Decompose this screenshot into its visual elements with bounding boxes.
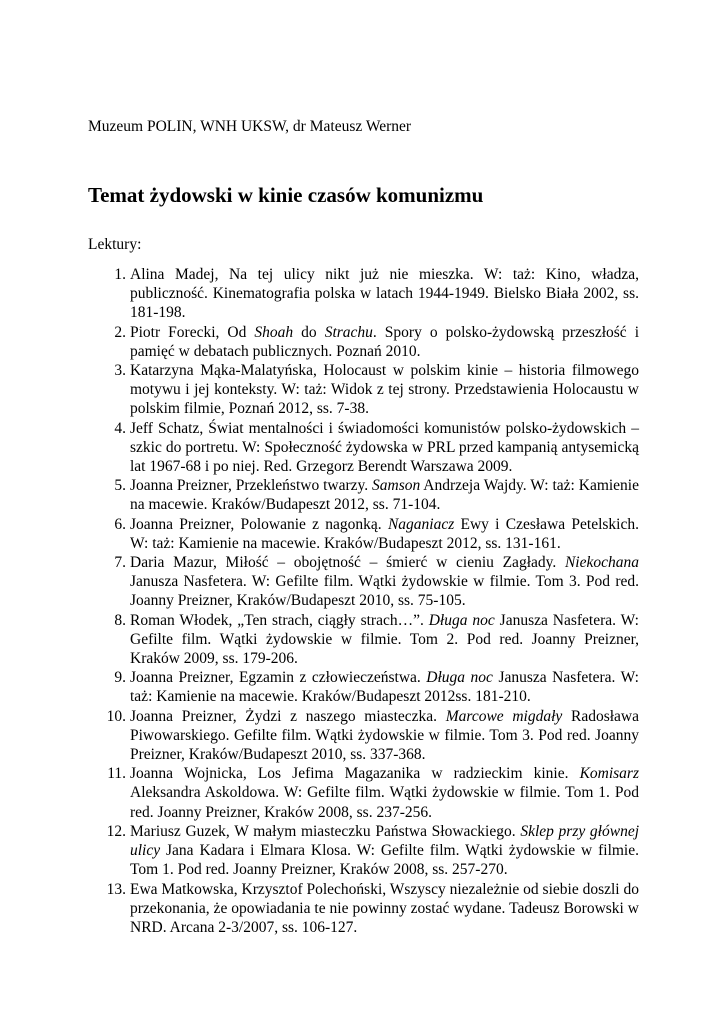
reading-text xyxy=(130,266,639,321)
reading-number: 2. xyxy=(114,323,126,341)
reading-text-segment: Ewy i Czesława Petelskich. W: taż: Kamienie na macewie. Kraków/Budapeszt 2012, ss. 131-161. xyxy=(130,515,639,552)
reading-text-segment: Jeff Schatz, Świat mentalności i świadomości komunistów polsko-żydowskich – szkic do portretu. W: Społeczność żydowska w PRL przed kampanią antysemicką lat 1967-68 i po niej. Red. Grzegorz Berendt Warszawa 2009. xyxy=(130,419,639,476)
reading-number: 5. xyxy=(114,477,126,495)
reading-text xyxy=(130,823,639,878)
reading-number: 4. xyxy=(114,419,126,437)
readings-heading: Lektury: xyxy=(88,236,142,253)
reading-text-segment: Ewa Matkowska, Krzysztof Polechoński, Wszyscy niezależnie od siebie doszli do przekonania, że opowiadania te nie powinny zostać wydane. Tadeusz Borowski w NRD. Arcana 2-3/2007, ss. 106-127. xyxy=(130,880,639,936)
reading-text xyxy=(130,477,639,513)
reading-number: 1. xyxy=(114,266,126,283)
reading-title-italic: Marcowe migdały xyxy=(445,707,563,725)
reading-text-segment: do xyxy=(293,323,325,341)
reading-number: 3. xyxy=(114,362,126,380)
reading-text-segment: Janusza Nasfetera. W: Gefilte film. Wątki żydowskie w filmie. Tom 3. Pod red. Joanny Preizner, Kraków/Budapeszt 2010, ss. 75-105. xyxy=(130,573,639,610)
reading-text xyxy=(130,669,639,705)
reading-number: 12. xyxy=(106,822,126,840)
reading-title-italic: Komisarz xyxy=(579,765,639,783)
reading-title-italic: Samson xyxy=(372,477,421,495)
reading-item xyxy=(88,707,639,765)
reading-text xyxy=(130,324,639,360)
reading-text-segment: Joanna Preizner, Egzamin z człowieczeństwa. xyxy=(130,669,427,687)
reading-text xyxy=(130,612,639,667)
reading-text-segment: Alina Madej, Na tej ulicy nikt już nie mieszka. W: taż: Kino, władza, publiczność. Kinematografia polska w latach 1944-1949. Bielsko Biała 2002, ss. 181-198. xyxy=(130,266,639,322)
reading-item xyxy=(88,611,639,669)
reading-text xyxy=(130,554,639,609)
reading-text-segment: Joanna Preizner, Polowanie z nagonką. xyxy=(130,515,388,533)
reading-title-italic: Sklep przy głównej ulicy xyxy=(130,822,640,860)
reading-title-italic: Shoah xyxy=(254,323,294,341)
reading-item xyxy=(88,880,639,938)
reading-text-segment: Joanna Preizner, Przekleństwo twarzy. xyxy=(130,477,373,495)
reading-number: 13. xyxy=(106,880,126,898)
reading-text-segment: Radosława Piwowarskiego. Gefilte film. Wątki żydowskie w filmie. Tom 3. Pod red. Joanny Preizner, Kraków/Budapeszt 2010, ss. 337-368. xyxy=(130,707,640,764)
document-title: Temat żydowski w kinie czasów komunizmu xyxy=(88,183,484,207)
reading-title-italic: Niekochana xyxy=(564,554,639,572)
reading-item xyxy=(88,419,639,477)
reading-text xyxy=(130,420,639,475)
reading-number: 11. xyxy=(107,765,126,783)
reading-text-segment: Mariusz Guzek, W małym miasteczku Państwa Słowackiego. xyxy=(130,822,521,840)
reading-item xyxy=(88,361,639,419)
reading-text xyxy=(130,362,639,417)
reading-text-segment: Janusza Nasfetera. W: taż: Kamienie na macewie. Kraków/Budapeszt 2012ss. 181-210. xyxy=(130,669,639,706)
reading-item xyxy=(88,323,639,361)
reading-text xyxy=(130,765,639,820)
reading-number: 8. xyxy=(114,611,126,629)
reading-text xyxy=(130,708,639,763)
reading-text-segment: Joanna Preizner, Żydzi z naszego miasteczka. xyxy=(130,707,446,725)
reading-text-segment: Janusza Nasfetera. W: Gefilte film. Wątki żydowskie w filmie. Tom 2. Pod red. Joanny Preizner, Kraków 2009, ss. 179-206. xyxy=(130,611,639,668)
institution-header: Muzeum POLIN, WNH UKSW, dr Mateusz Werner xyxy=(88,118,412,135)
reading-item xyxy=(88,822,639,880)
reading-item xyxy=(88,265,639,323)
reading-item xyxy=(88,515,639,553)
reading-title-italic: Strachu xyxy=(324,323,373,341)
reading-text-segment: . Spory o polsko-żydowską przeszłość i pamięć w debatach publicznych. Poznań 2010. xyxy=(130,323,640,360)
reading-number: 7. xyxy=(114,554,126,572)
reading-title-italic: Naganiacz xyxy=(387,515,455,533)
reading-text xyxy=(130,881,639,936)
reading-text-segment: Aleksandra Askoldowa. W: Gefilte film. Wątki żydowskie w filmie. Tom 1. Pod red. Joanny Preizner, Kraków 2008, ss. 237-256. xyxy=(130,784,639,821)
reading-title-italic: Długa noc xyxy=(428,611,495,629)
reading-text xyxy=(130,516,639,552)
reading-item xyxy=(88,476,639,514)
reading-text-segment: Daria Mazur, Miłość – obojętność – śmierć w cieniu Zagłady. xyxy=(130,554,565,572)
reading-number: 10. xyxy=(106,707,126,725)
reading-list xyxy=(88,265,639,937)
reading-item xyxy=(88,553,639,611)
reading-text-segment: Joanna Wojnicka, Los Jefima Magazanika w radzieckim kinie. xyxy=(130,765,580,783)
reading-title-italic: Długa noc xyxy=(426,669,493,687)
reading-text-segment: Katarzyna Mąka-Malatyńska, Holocaust w polskim kinie – historia filmowego motywu i jej konteksty. W: taż: Widok z tej strony. Przedstawienia Holocaustu w polskim filmie, Poznań 2012, ss. 7-38. xyxy=(130,362,639,418)
reading-text-segment: Andrzeja Wajdy. W: taż: Kamienie na macewie. Kraków/Budapeszt 2012, ss. 71-104. xyxy=(130,477,639,514)
reading-text-segment: Piotr Forecki, Od xyxy=(130,323,255,341)
reading-number: 6. xyxy=(114,515,126,533)
reading-item xyxy=(88,764,639,822)
reading-text-segment: Roman Włodek, „Ten strach, ciągły strach…”. xyxy=(130,611,429,629)
reading-number: 9. xyxy=(114,669,126,687)
reading-item xyxy=(88,668,639,706)
reading-text-segment: Jana Kadara i Elmara Klosa. W: Gefilte film. Wątki żydowskie w filmie. Tom 1. Pod red. Joanny Preizner, Kraków 2008, ss. 257-270. xyxy=(130,842,639,879)
